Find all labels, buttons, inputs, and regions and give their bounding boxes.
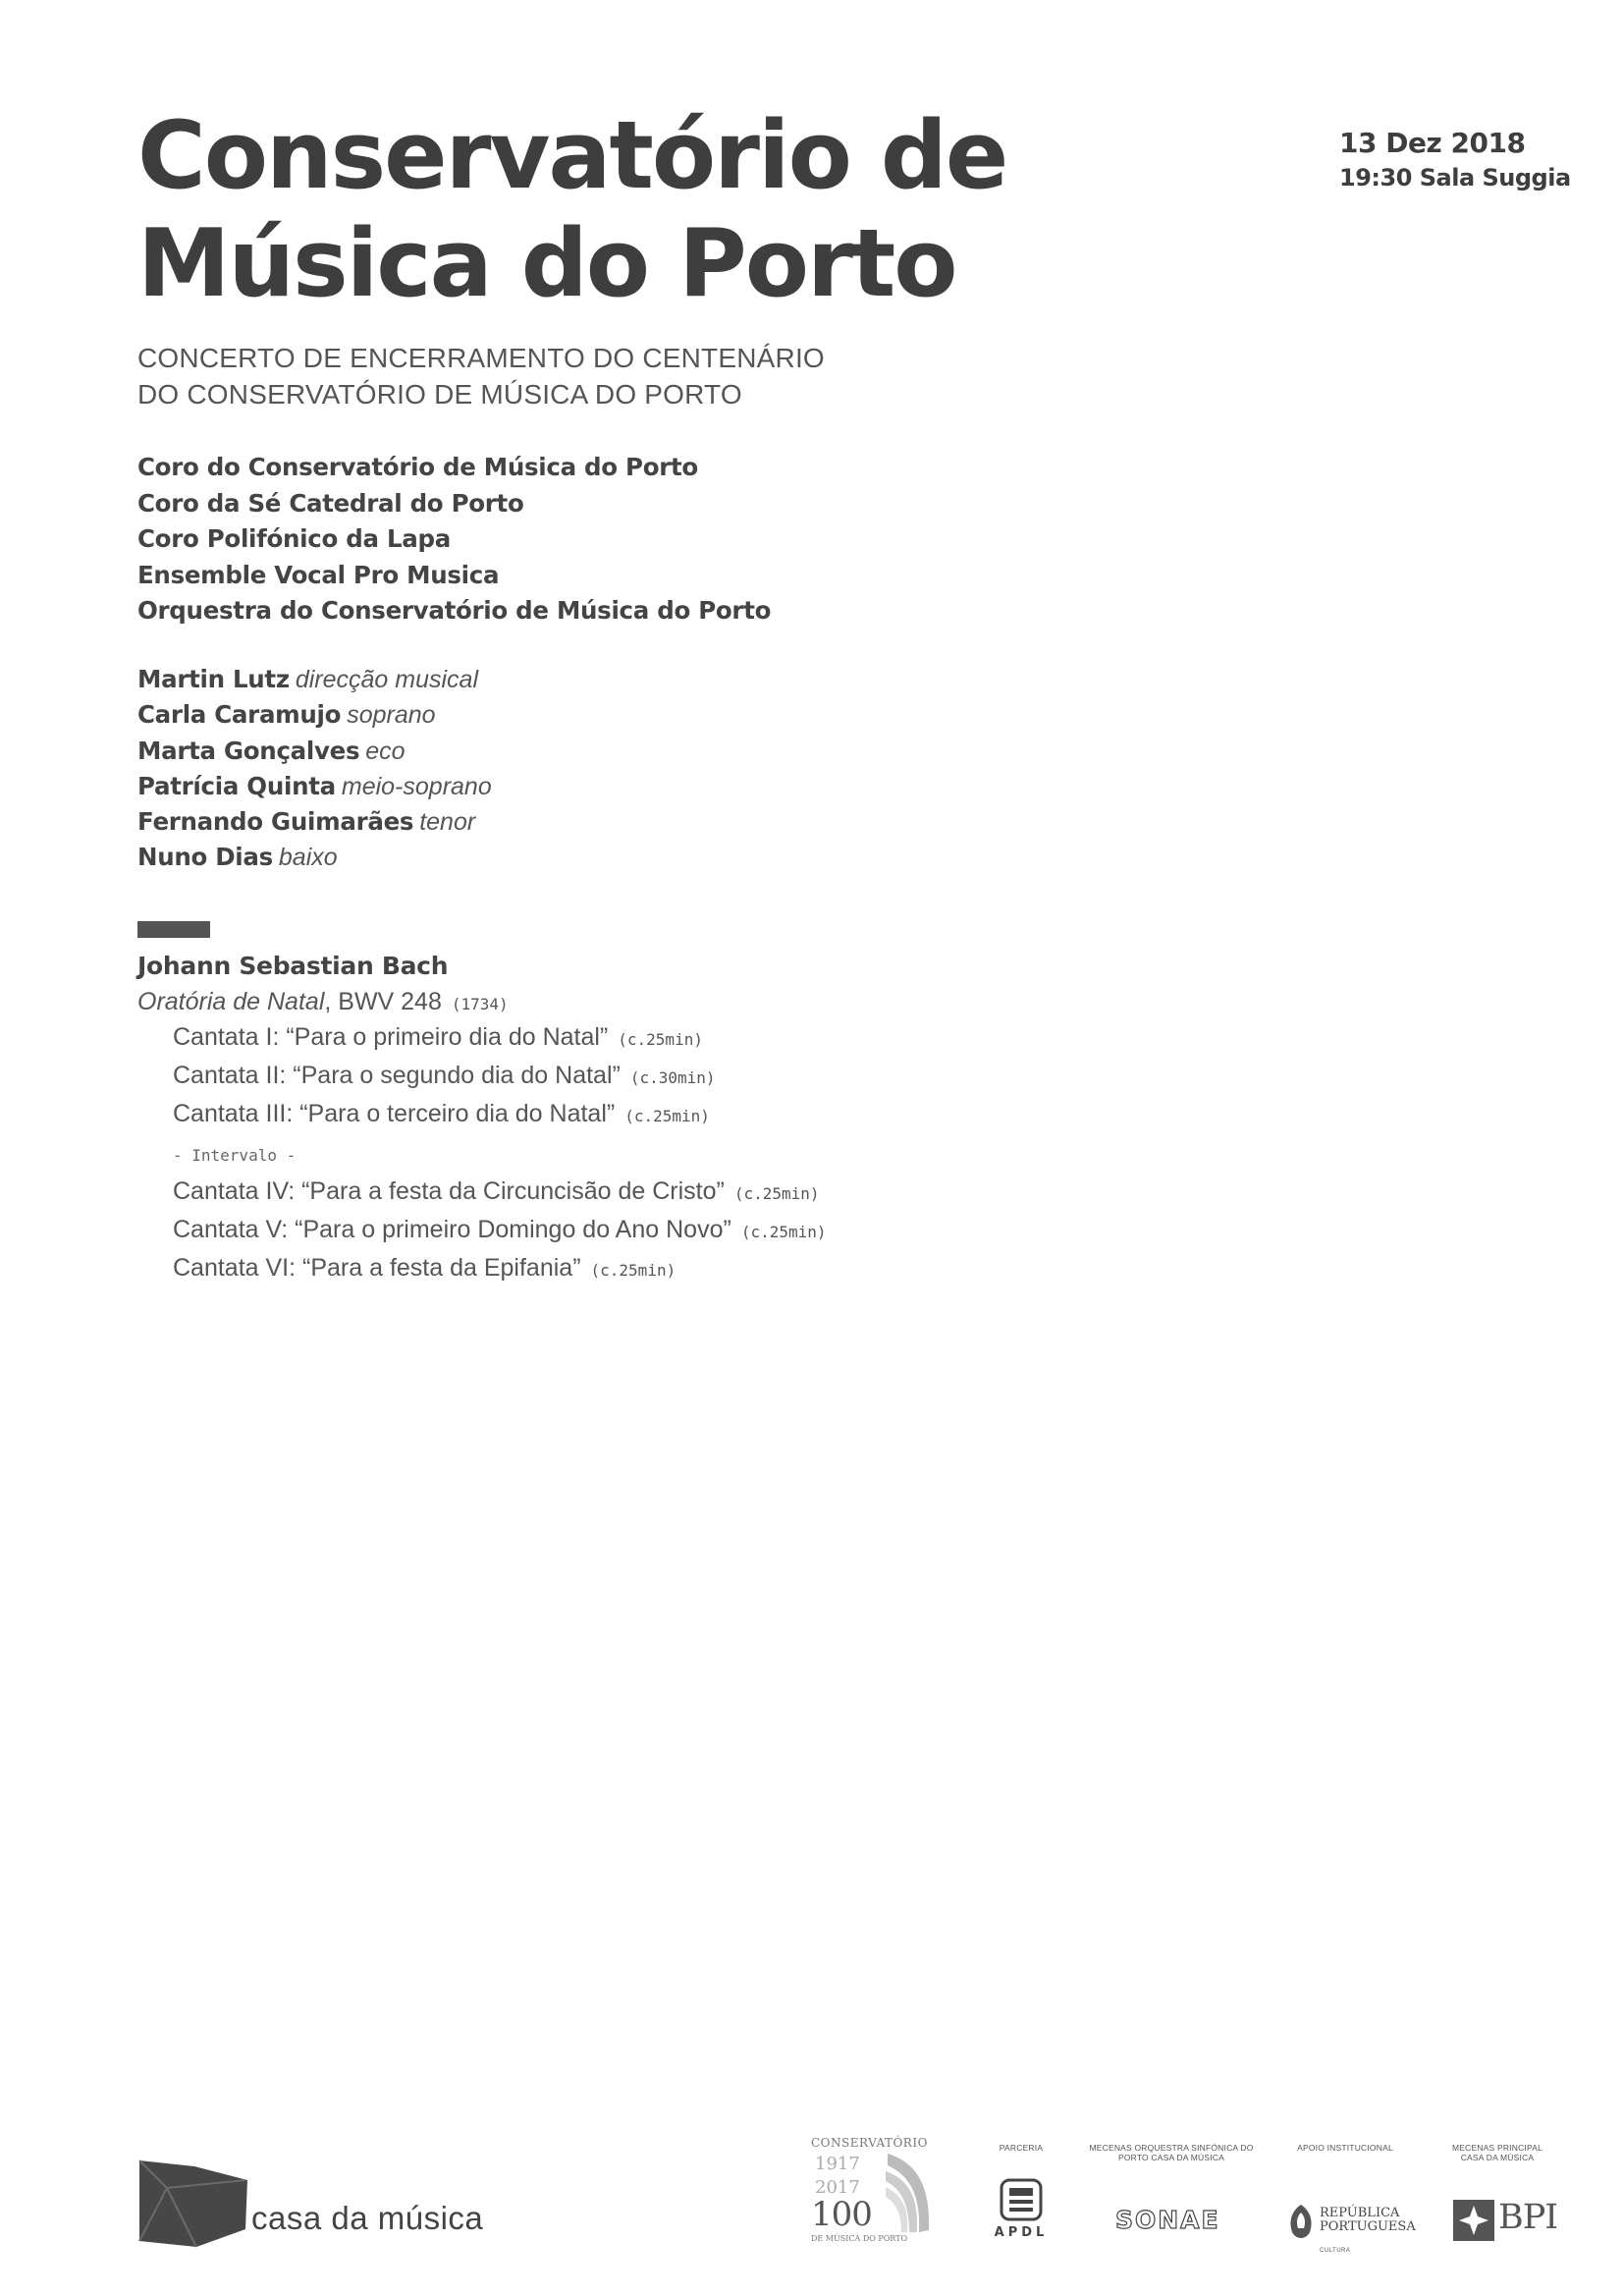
ensembles-list xyxy=(137,450,771,629)
performer-role: direcção musical xyxy=(295,666,478,693)
apdl-emblem-icon xyxy=(1000,2178,1043,2221)
performer-name: Patrícia Quinta xyxy=(137,771,336,800)
event-date-block xyxy=(1339,126,1571,194)
bpi-logo xyxy=(1453,2198,1558,2246)
subtitle-line-1: CONCERTO DE ENCERRAMENTO DO CENTENÁRIO xyxy=(137,343,825,373)
centenario-bottom-text: DE MÚSICA DO PORTO xyxy=(811,2234,908,2243)
subtitle-line-2: DO CONSERVATÓRIO DE MÚSICA DO PORTO xyxy=(137,379,742,410)
work-title: Oratória de Natal xyxy=(137,988,325,1015)
ensemble-item: Coro Polifónico da Lapa xyxy=(137,524,451,553)
performer-name: Fernando Guimarães xyxy=(137,807,414,837)
cantata-duration: (c.30min) xyxy=(629,1068,716,1088)
intermission-label: - Intervalo - xyxy=(173,1145,297,1165)
work-title-line xyxy=(137,984,509,1022)
cantata-item xyxy=(173,1250,827,1288)
cantata-item xyxy=(173,1058,827,1096)
centenario-logo xyxy=(811,2136,935,2244)
concert-subtitle xyxy=(137,340,825,412)
page-title xyxy=(137,102,1119,318)
cantata-title: Cantata I: “Para o primeiro dia do Natal” xyxy=(173,1023,609,1051)
mecenas-orquestra-label: MECENAS ORQUESTRA SINFÓNICA DO PORTO CASA DA MÚSICA xyxy=(1089,2143,1254,2162)
performer-name: Nuno Dias xyxy=(137,843,273,872)
cantata-duration: (c.25min) xyxy=(590,1261,676,1281)
centenario-hundred: 100 xyxy=(811,2195,872,2234)
ensemble-item: Ensemble Vocal Pro Musica xyxy=(137,560,500,589)
cantata-title: Cantata VI: “Para a festa da Epifania” xyxy=(173,1254,581,1283)
casa-da-musica-wordmark: casa da música xyxy=(251,2200,484,2236)
bpi-wordmark: BPI xyxy=(1498,2198,1558,2237)
apdl-wordmark: APDL xyxy=(994,2225,1049,2240)
performer-item xyxy=(137,697,492,733)
performer-role: tenor xyxy=(419,808,476,837)
cantata-title: Cantata II: “Para o segundo dia do Natal” xyxy=(173,1062,621,1090)
cantata-duration: (c.25min) xyxy=(624,1107,710,1126)
performer-item xyxy=(137,840,492,875)
parceria-label: PARCERIA xyxy=(999,2143,1044,2153)
sonae-logo: SONAE xyxy=(1115,2206,1220,2234)
cantata-list xyxy=(173,1019,827,1288)
title-line-2: Música do Porto xyxy=(137,210,956,318)
performer-name: Carla Caramujo xyxy=(137,700,342,730)
cantata-duration: (c.25min) xyxy=(740,1223,827,1242)
cantata-item xyxy=(173,1019,827,1058)
ensemble-item: Coro da Sé Catedral do Porto xyxy=(137,488,524,518)
casa-da-musica-logo-icon xyxy=(137,2159,251,2249)
title-line-1: Conservatório de xyxy=(137,102,1007,210)
bpi-star-icon xyxy=(1453,2200,1494,2241)
performer-role: eco xyxy=(365,737,406,765)
performer-name: Martin Lutz xyxy=(137,665,290,693)
ensemble-item: Coro do Conservatório de Música do Porto xyxy=(137,453,698,481)
cantata-duration: (c.25min) xyxy=(618,1030,703,1049)
performer-item xyxy=(137,662,492,697)
centenario-year-start: 1917 xyxy=(815,2154,860,2174)
performer-name: Marta Gonçalves xyxy=(137,736,360,765)
cantata-title: Cantata V: “Para o primeiro Domingo do Ano Novo” xyxy=(173,1216,731,1244)
performer-role: baixo xyxy=(278,844,338,872)
performers-list xyxy=(137,662,492,876)
republica-emblem-icon xyxy=(1286,2203,1316,2242)
apdl-logo xyxy=(982,2178,1060,2240)
centenario-year-end: 2017 xyxy=(815,2177,860,2198)
mecenas-principal-label: MECENAS PRINCIPAL CASA DA MÚSICA xyxy=(1451,2143,1543,2162)
republica-line-2: PORTUGUESA xyxy=(1320,2219,1416,2234)
centenario-top-text: CONSERVATÓRIO xyxy=(811,2136,928,2150)
republica-sub: CULTURA xyxy=(1320,2248,1351,2254)
cantata-title: Cantata III: “Para o terceiro dia do Natal” xyxy=(173,1100,616,1128)
performer-item xyxy=(137,734,492,769)
cantata-item xyxy=(173,1212,827,1250)
work-year: (1734) xyxy=(451,995,509,1013)
cantata-item xyxy=(173,1174,827,1212)
work-catalog: , BWV 248 xyxy=(324,988,442,1015)
republica-wordmark xyxy=(1320,2207,1416,2234)
event-time-venue: 19:30 Sala Suggia xyxy=(1339,164,1571,191)
performer-item xyxy=(137,769,492,804)
intermission xyxy=(173,1135,827,1174)
performer-item xyxy=(137,804,492,840)
performer-role: meio-soprano xyxy=(341,772,492,800)
republica-portuguesa-logo xyxy=(1286,2203,1416,2254)
ensemble-item: Orquestra do Conservatório de Música do Porto xyxy=(137,596,772,625)
section-divider xyxy=(137,921,210,938)
cantata-duration: (c.25min) xyxy=(733,1183,820,1203)
event-date: 13 Dez 2018 xyxy=(1339,127,1526,159)
cantata-title: Cantata IV: “Para a festa da Circuncisão de Cristo” xyxy=(173,1176,725,1205)
composer-name: Johann Sebastian Bach xyxy=(137,952,449,980)
cantata-item xyxy=(173,1096,827,1134)
republica-line-1: REPÚBLICA xyxy=(1320,2206,1400,2220)
wing-icon xyxy=(884,2152,935,2234)
performer-role: soprano xyxy=(347,701,436,730)
apoio-institucional-label: APOIO INSTITUCIONAL xyxy=(1297,2143,1393,2153)
